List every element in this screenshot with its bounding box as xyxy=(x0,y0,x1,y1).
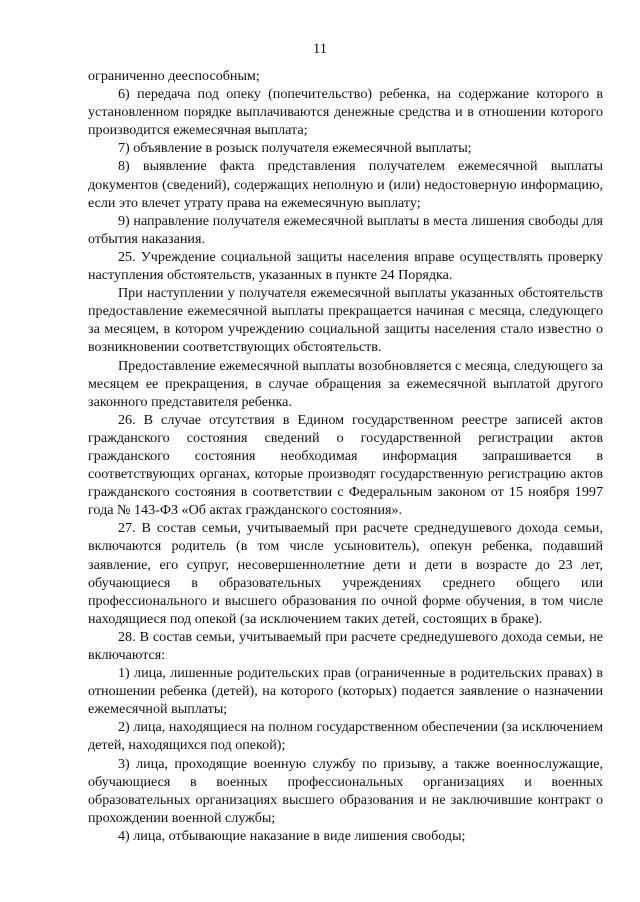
clause-28-item-1: 1) лица, лишенные родительских прав (ограниченные в родительских правах) в отношении ребенка (детей), на которого (которых) подается заявление о назначении ежемесячной выплаты; xyxy=(88,665,603,718)
clause-25-termination: При наступлении у получателя ежемесячной выплаты указанных обстоятельств предоставление ежемесячной выплаты прекращается начиная с месяца, следующего за месяцем, в котором учреждению социальной защиты населения стало известно о возникновении соответствующих обстоятельств. xyxy=(88,285,603,356)
paragraph-continuation: ограниченно дееспособным; xyxy=(88,68,260,84)
list-item-6: 6) передача под опеку (попечительство) ребенка, на содержание которого в установленном порядке выплачиваются денежные средства и в отношении которого производится ежемесячная выплата; xyxy=(88,86,603,139)
clause-25: 25. Учреждение социальной защиты населения вправе осуществлять проверку наступления обстоятельств, указанных в пункте 24 Порядка. xyxy=(88,248,603,284)
clause-25-resumption: Предоставление ежемесячной выплаты возобновляется с месяца, следующего за месяцем ее прекращения, в случае обращения за ежемесячной выплатой другого законного представителя ребенка. xyxy=(88,357,603,410)
clause-28-item-2: 2) лица, находящиеся на полном государственном обеспечении (за исключением детей, находящихся под опекой); xyxy=(88,719,603,754)
list-item-8: 8) выявление факта представления получателем ежемесячной выплаты документов (сведений), содержащих неполную и (или) недостоверную информацию, если это влечет утрату права на ежемесячную выплату; xyxy=(88,158,603,211)
clause-28-item-3: 3) лица, проходящие военную службу по призыву, а также военнослужащие, обучающиеся в военных профессиональных организациях и военных образовательных организациях высшего образования и не заключившие контракт о прохождении военной службы; xyxy=(88,755,603,826)
list-item-9: 9) направление получателя ежемесячной выплаты в места лишения свободы для отбытия наказания. xyxy=(88,212,603,247)
clause-28-item-4: 4) лица, отбывающие наказание в виде лишения свободы; xyxy=(118,827,466,844)
clause-27: 27. В состав семьи, учитываемый при расчете среднедушевого дохода семьи, включаются родитель (в том числе усыновитель), опекун ребенка, подавший заявление, его супруг, несовершеннолетние дети и дети в возрасте до 23 лет, обучающиеся в образовательных учреждениях среднего общего или профессионального и высшего образования по очной форме обучения, в том числе находящиеся под опекой (за исключением таких детей, состоящих в браке). xyxy=(88,520,603,627)
document-body xyxy=(88,67,603,845)
clause-26: 26. В случае отсутствия в Едином государственном реестре записей актов гражданского состояния сведений о государственной регистрации актов гражданского состояния необходимая информация запрашивается в соответствующих органах, которые производят государственную регистрацию актов гражданского состояния в соответствии с Федеральным законом от 15 ноября 1997 года № 143-ФЗ «Об актах гражданского состояния». xyxy=(88,411,603,519)
list-item-7: 7) объявление в розыск получателя ежемесячной выплаты; xyxy=(118,140,472,157)
page-number: 11 xyxy=(313,41,327,57)
clause-28: 28. В состав семьи, учитываемый при расчете среднедушевого дохода семьи, не включаются: xyxy=(88,628,603,663)
